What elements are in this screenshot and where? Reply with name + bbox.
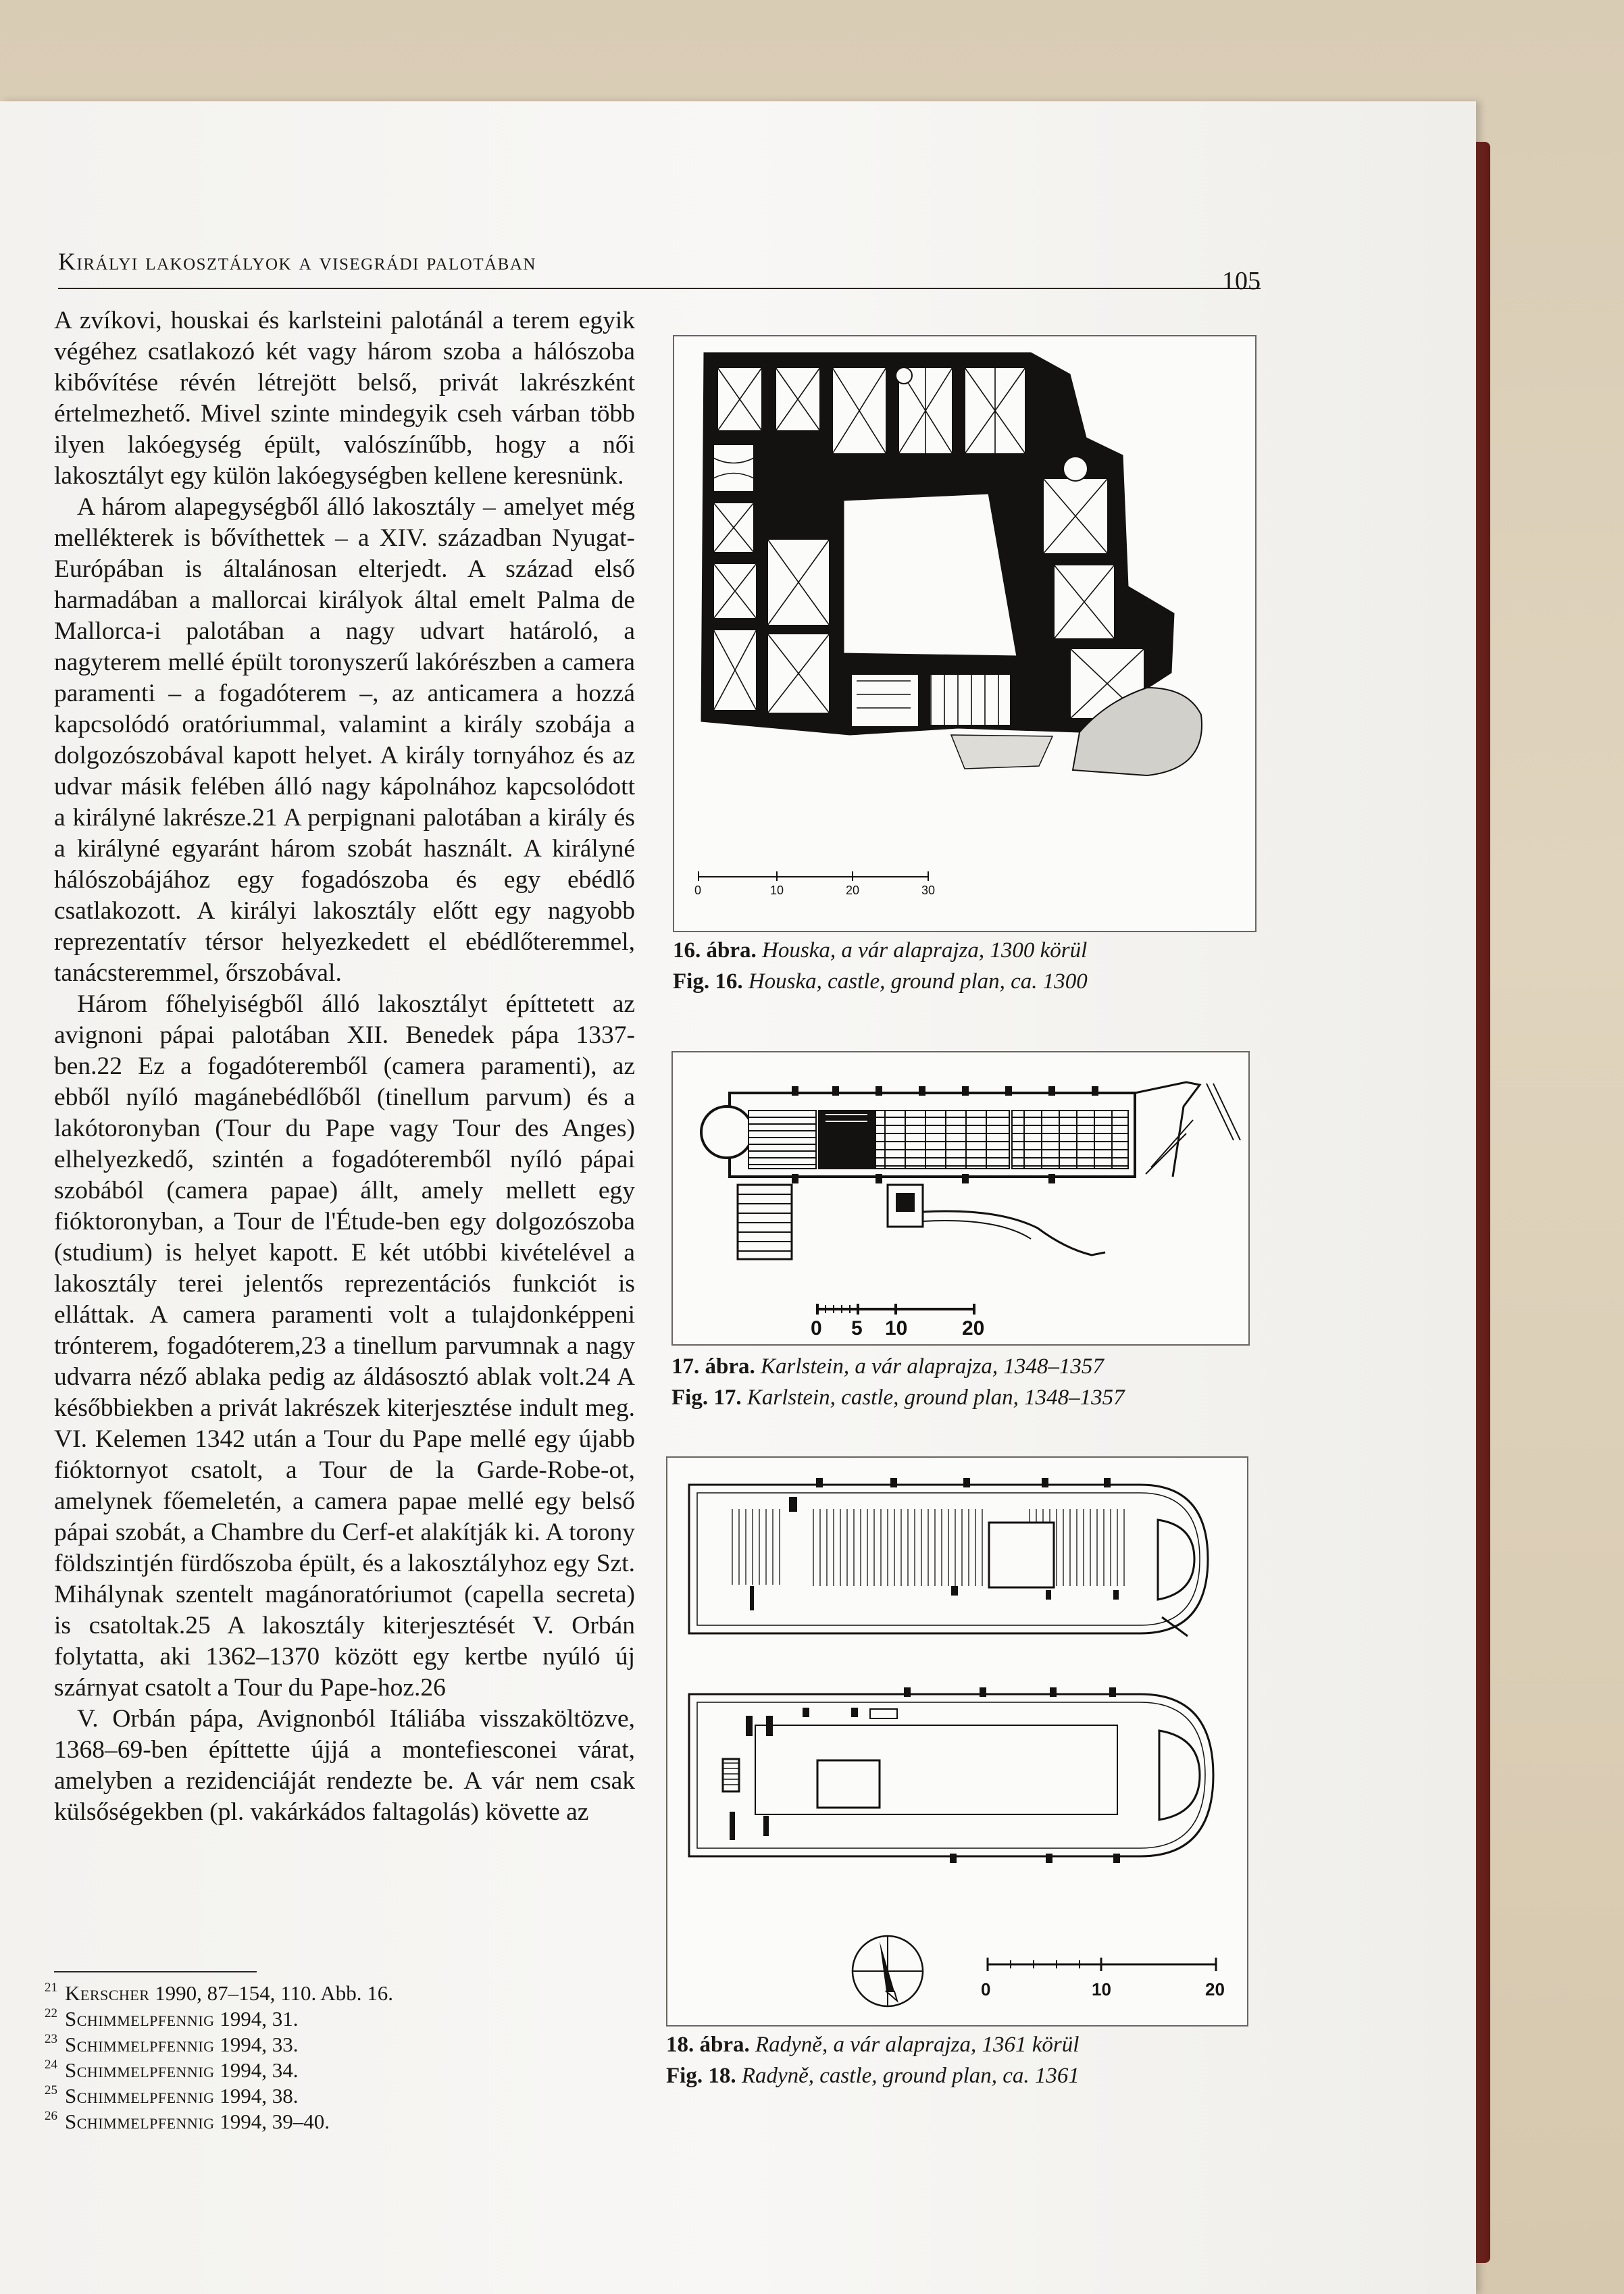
scale-label: 30 [921,884,936,897]
footnote: $^{25}$ Schimmelpfennig 1994, 38. [45,2083,299,2108]
figure-caption: 16. ábra. Houska, a vár alaprajza, 1300 körül Fig. 16. Houska, castle, ground plan, ca. 1300 [673,938,1088,994]
footnote: $^{24}$ Schimmelpfennig 1994, 34. [45,2058,299,2082]
scale-label: 20 [1205,1979,1225,1999]
footnote-rule [54,1971,257,1972]
radyne-floor-plans [667,1458,1247,2025]
figure-caption: 18. ábra. Radyně, a vár alaprajza, 1361 körül Fig. 18. Radyně, castle, ground plan, ca. 1361 [666,2033,1080,2088]
paragraph: A három alapegységből álló lakosztály – amelyet még mellékterek is bővíthettek – a XIV. században Nyugat-Európában is általánosan elterjedt. A század első harmadában a mallorcai királyok által emelt Palma de Mallorca-i palotában a nagy udvart határoló, a nagyterem mellé épült toronyszerű lakórészben a camera paramenti – a fogadóterem –, az anticamera a hozzá kapcsolódó oratóriummal, valamint a király szobája a dolgozószobával kapott helyet. A király tornyához és az udvar másik felében álló nagy kápolnához kapcsolódott a királyné lakrésze.21 A perpignani palotában a király és a királyné egyaránt három szobát használt. A királyné hálószobájához egy fogadószoba és egy ebédlő csatlakozott. A királyi lakosztály előtt egy nagyobb reprezentatív térsor helyezkedett el ebédlőteremmel, tanácsteremmel, őrszobával. [54,493,635,987]
figure-houska-plan [673,335,1257,932]
scale-label: 0 [694,884,702,897]
footnote: $^{22}$ Schimmelpfennig 1994, 31. [45,2006,299,2031]
figure-caption: 17. ábra. Karlstein, a vár alaprajza, 1348–1357 Fig. 17. Karlstein, castle, ground plan, 1348–1357 [671,1354,1125,1410]
footnote: $^{26}$ Schimmelpfennig 1994, 39–40. [45,2109,330,2133]
karlstein-floor-plan [673,1052,1248,1344]
footnote: $^{23}$ Schimmelpfennig 1994, 33. [45,2032,299,2056]
scale-label: 10 [885,1317,908,1340]
scale-label: 5 [851,1317,863,1340]
paragraph: Három főhelyiségből álló lakosztályt építtetett az avignoni pápai palotában XII. Benedek pápa 1337-ben.22 Ez a fogadóteremből (camera paramenti), az ebből nyíló magánebédlőből (tinellum parvum) és a lakótoronyban (Tour du Pape vagy Tour des Anges) elhelyezkedő, szintén a fogadóteremből nyíló pápai szobából (camera papae) állt, amely mellett egy fióktoronyban, a Tour de l'Étude-ben egy dolgozószoba (studium) is helyet kapott. E két utóbbi kivételével a lakosztály terei jelentős reprezentációs funkciót is elláttak. A camera paramenti volt a tulajdonképpeni trónterem, fogadóterem,23 a tinellum parvumnak a nagy udvarra néző ablaka pedig az áldásosztó ablak volt.24 A későbbiekben a privát lakrészek kiterjesztése indult meg. VI. Kelemen 1342 után a Tour du Pape mellé egy újabb fióktornyot csatolt, a Tour de la Garde-Robe-ot, amelynek főemeletén, a camera papae mellé egy belső pápai szobát, a Chambre du Cerf-et alakítják ki. A torony földszintjén fürdőszoba épült, és a lakosztályhoz egy Szt. Mihálynak szentelt magánoratóriumot (capella secreta) is csatoltak.25 A lakosztály kiterjesztését V. Orbán folytatta, aki 1362–1370 között egy kertbe nyúló új szárnyat csatolt a Tour du Pape-hoz.26 [54,990,635,1702]
running-head [58,243,1261,295]
footnote: $^{21}$ Kerscher 1990, 87–154, 110. Abb. 16. [45,1981,393,2005]
houska-floor-plan [674,336,1255,931]
scale-label: 20 [846,884,860,897]
paragraph: A zvíkovi, houskai és karlsteini palotánál a terem egyik végéhez csatlakozó két vagy három szoba a hálószoba kibővítése révén létrejött belső, privát lakrészként értelmezhető. Mivel szinte mindegyik cseh várban több ilyen lakóegység épült, valószínűbb, hogy a női lakosztályt egy külön lakóegységben kellene keresnünk. [54,307,635,490]
scale-label: 20 [962,1317,985,1340]
figure-karlstein-plan [671,1051,1250,1346]
paragraph: V. Orbán pápa, Avignonból Itáliába visszaköltözve, 1368–69-ben építtette újjá a montefiesconei várat, amelyben a rezidenciáját rendezte be. A vár nem csak külsőségekben (pl. vakárkádos faltagolás) követte az [54,1705,635,1826]
scale-label: 10 [1092,1979,1111,1999]
figure-radyne-plan [666,1456,1248,2027]
running-title: Királyi lakosztályok a visegrádi palotában [58,248,536,275]
scale-label: 0 [811,1317,822,1340]
scale-label: 0 [981,1979,991,1999]
page-number: 105 [1222,267,1261,295]
scale-label: 10 [770,884,784,897]
body-text-column [54,305,635,1828]
footnotes [45,1981,653,2135]
